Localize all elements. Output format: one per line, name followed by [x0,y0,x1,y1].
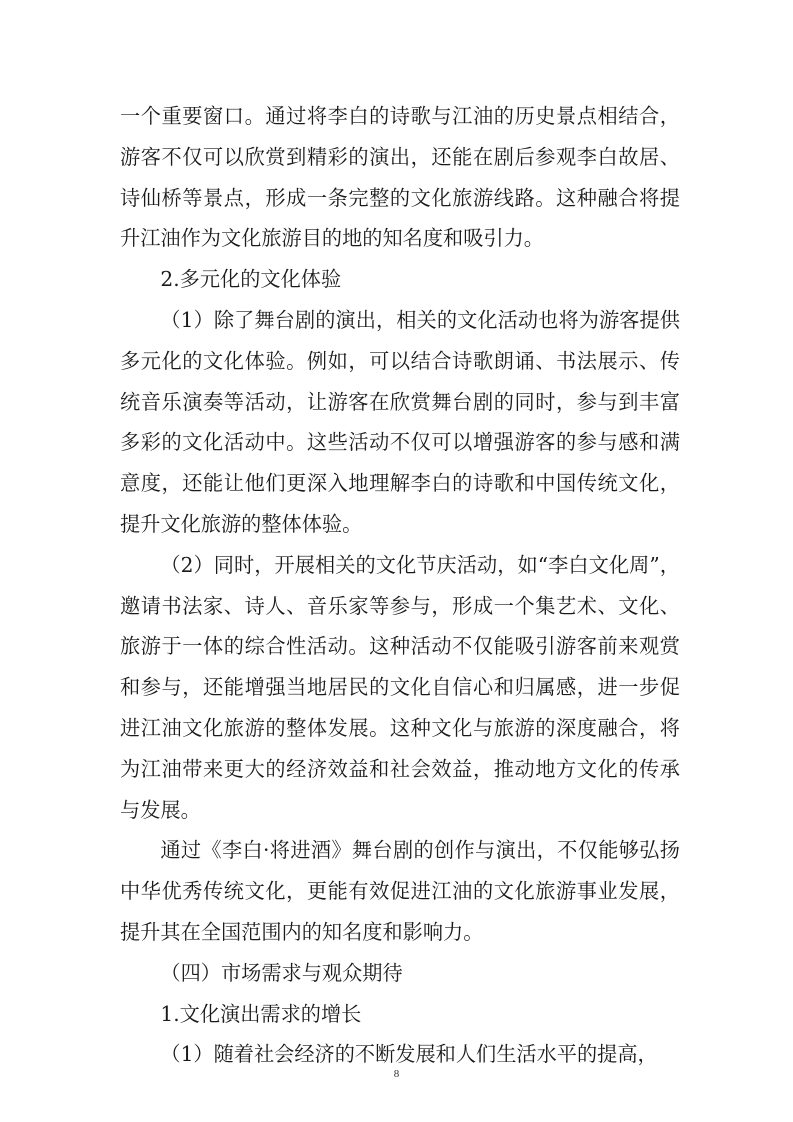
subsection-heading-demand-growth: 1.文化演出需求的增长 [160,1001,362,1026]
paragraph-summary: 通过《李白·将进酒》舞台剧的创作与演出，不仅能够弘扬中华优秀传统文化，更能有效促进江油的文化旅游事业发展，提升其在全国范围内的知名度和影响力。 [120,838,680,944]
section-heading-diversified-experience: 2.多元化的文化体验 [160,267,342,292]
paragraph-item-1-start: （1）随着社会经济的不断发展和人们生活水平的提高， [160,1042,658,1067]
page-number: 8 [393,1068,400,1080]
paragraph-continuation: 一个重要窗口。通过将李白的诗歌与江油的历史景点相结合，游客不仅可以欣赏到精彩的演出，还能在剧后参观李白故居、诗仙桥等景点，形成一条完整的文化旅游线路。这种融合将提升江油作为文化旅游目的地的知名度和吸引力。 [120,104,680,251]
section-heading-market-demand: （四）市场需求与观众期待 [160,960,403,985]
paragraph-item-1: （1）除了舞台剧的演出，相关的文化活动也将为游客提供多元化的文化体验。例如，可以结合诗歌朗诵、书法展示、传统音乐演奏等活动，让游客在欣赏舞台剧的同时，参与到丰富多彩的文化活动中。这些活动不仅可以增强游客的参与感和满意度，还能让他们更深入地理解李白的诗歌和中国传统文化，提升文化旅游的整体体验。 [120,307,680,536]
document-body [120,96,680,1075]
paragraph-item-2: （2）同时，开展相关的文化节庆活动，如“李白文化周”，邀请书法家、诗人、音乐家等参与，形成一个集艺术、文化、旅游于一体的综合性活动。这种活动不仅能吸引游客前来观赏和参与，还能增强当地居民的文化自信心和归属感，进一步促进江油文化旅游的整体发展。这种文化与旅游的深度融合，将为江油带来更大的经济效益和社会效益，推动地方文化的传承与发展。 [120,552,680,822]
